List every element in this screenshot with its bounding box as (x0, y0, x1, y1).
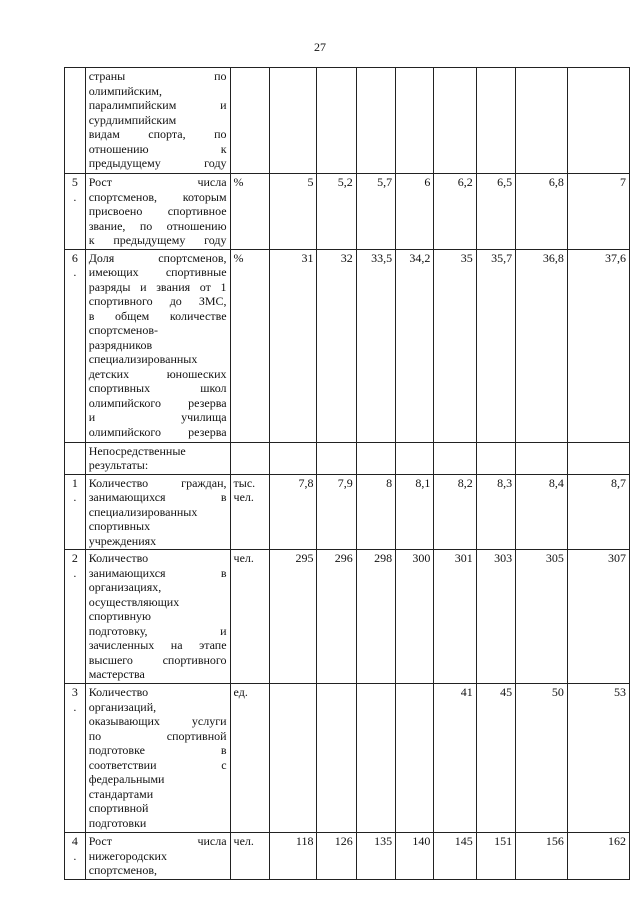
description-line: подготовки (88, 815, 147, 830)
row-unit: % (230, 249, 269, 442)
description-line: занимающихся в (88, 490, 227, 504)
value-cell: 126 (317, 833, 356, 880)
value-cell: 6,5 (476, 174, 515, 250)
value-cell (317, 442, 356, 474)
value-cell (396, 68, 434, 174)
description-line: Рост числа (88, 175, 227, 189)
row-unit: чел. (230, 833, 269, 880)
value-cell: 7 (567, 174, 629, 250)
row-number: 4 . (65, 833, 86, 880)
description-line: Количество граждан, (88, 475, 227, 490)
row-unit: % (230, 174, 269, 250)
value-cell: 8,3 (476, 474, 515, 550)
value-cell: 41 (434, 684, 476, 833)
value-cell: 151 (476, 833, 515, 880)
value-cell (269, 68, 317, 174)
row-number: 2 . (65, 550, 86, 684)
value-cell (396, 442, 434, 474)
row-unit: чел. (230, 550, 269, 684)
description-line: специализированных (88, 504, 198, 519)
value-cell (434, 68, 476, 174)
value-cell (476, 68, 515, 174)
description-line: спортивных школ (88, 381, 227, 395)
description-line: разряды и звания от 1 (88, 279, 227, 294)
description-line: нижегородских (88, 848, 167, 863)
value-cell (567, 68, 629, 174)
value-cell: 298 (356, 550, 395, 684)
description-line: спортсменов, которым (88, 189, 227, 204)
value-cell: 6 (396, 174, 434, 250)
value-cell: 307 (567, 550, 629, 684)
description-line: и училища (88, 410, 227, 424)
description-line: Количество (88, 685, 149, 699)
table-row (65, 550, 630, 684)
description-line: соответствии с (88, 757, 227, 772)
value-cell (516, 442, 568, 474)
indicators-table (64, 67, 630, 880)
table-row (65, 174, 630, 250)
value-cell (356, 442, 395, 474)
value-cell: 7,8 (269, 474, 317, 550)
description-line: оказывающих услуги (88, 714, 227, 728)
description-line: по спортивной (88, 728, 227, 743)
description-line: к предыдущему году (88, 233, 227, 247)
row-description (85, 174, 230, 250)
description-line: спортсменов- (88, 323, 158, 337)
description-line: спортивную (88, 609, 151, 623)
table-row (65, 833, 630, 880)
description-line: олимпийского резерва (88, 395, 227, 410)
description-line: Доля спортсменов, (88, 250, 227, 265)
value-cell: 35,7 (476, 249, 515, 442)
value-cell: 6,2 (434, 174, 476, 250)
value-cell (434, 442, 476, 474)
description-line: организациях, (88, 580, 162, 594)
description-line: результаты: (88, 458, 149, 472)
value-cell: 301 (434, 550, 476, 684)
description-line: Количество (88, 551, 149, 565)
value-cell: 296 (317, 550, 356, 684)
description-line: стандартами (88, 786, 154, 801)
value-cell: 50 (516, 684, 568, 833)
description-line: спортивных (88, 519, 151, 533)
row-number: 6 . (65, 249, 86, 442)
table-row (65, 684, 630, 833)
row-number: 3 . (65, 684, 86, 833)
description-line: детских юношеских (88, 366, 227, 381)
description-line: видам спорта, по (88, 127, 227, 141)
value-cell: 36,8 (516, 249, 568, 442)
row-description (85, 550, 230, 684)
description-line: специализированных (88, 352, 198, 366)
row-number: 5 . (65, 174, 86, 250)
value-cell: 34,2 (396, 249, 434, 442)
description-line: подготовку, и (88, 623, 227, 638)
table-row (65, 249, 630, 442)
description-line: высшего спортивного (88, 652, 227, 667)
value-cell: 45 (476, 684, 515, 833)
row-unit: ед. (230, 684, 269, 833)
row-description (85, 249, 230, 442)
description-line: предыдущему году (88, 156, 227, 170)
value-cell: 162 (567, 833, 629, 880)
value-cell: 6,8 (516, 174, 568, 250)
value-cell: 8,7 (567, 474, 629, 550)
value-cell: 8,1 (396, 474, 434, 550)
description-line: подготовке в (88, 743, 227, 757)
value-cell (476, 442, 515, 474)
description-line: учреждениях (88, 533, 157, 548)
table-row (65, 474, 630, 550)
value-cell: 33,5 (356, 249, 395, 442)
value-cell: 5,7 (356, 174, 395, 250)
description-line: звание, по отношению (88, 218, 227, 233)
value-cell: 7,9 (317, 474, 356, 550)
value-cell (269, 684, 317, 833)
description-line: осуществляющих (88, 594, 180, 609)
row-unit: тыс. чел. (230, 474, 269, 550)
value-cell: 135 (356, 833, 395, 880)
description-line: спортсменов, (88, 863, 158, 877)
value-cell (317, 684, 356, 833)
value-cell: 303 (476, 550, 515, 684)
description-line: в общем количестве (88, 308, 227, 323)
table-row (65, 68, 630, 174)
row-description (85, 442, 230, 474)
description-line: Непосредственные (88, 443, 186, 458)
value-cell (356, 684, 395, 833)
value-cell: 118 (269, 833, 317, 880)
value-cell: 300 (396, 550, 434, 684)
description-line: спортивного до ЗМС, (88, 294, 227, 308)
value-cell (516, 68, 568, 174)
row-number (65, 442, 86, 474)
value-cell (396, 684, 434, 833)
row-description (85, 833, 230, 880)
value-cell: 8,4 (516, 474, 568, 550)
value-cell: 8 (356, 474, 395, 550)
description-line: имеющих спортивные (88, 265, 227, 279)
description-line: организаций, (88, 699, 157, 714)
description-line: олимпийским, (88, 83, 162, 98)
row-unit (230, 442, 269, 474)
value-cell: 37,6 (567, 249, 629, 442)
value-cell: 53 (567, 684, 629, 833)
description-line: спортивной (88, 801, 149, 815)
description-line: присвоено спортивное (88, 204, 227, 218)
value-cell: 31 (269, 249, 317, 442)
value-cell: 5 (269, 174, 317, 250)
value-cell (356, 68, 395, 174)
description-line: Рост числа (88, 834, 227, 848)
description-line: мастерства (88, 667, 145, 681)
value-cell: 305 (516, 550, 568, 684)
value-cell: 35 (434, 249, 476, 442)
table-row (65, 442, 630, 474)
value-cell: 145 (434, 833, 476, 880)
value-cell (567, 442, 629, 474)
page-number: 27 (314, 40, 326, 54)
row-number: 1 . (65, 474, 86, 550)
value-cell: 295 (269, 550, 317, 684)
value-cell: 156 (516, 833, 568, 880)
value-cell (317, 68, 356, 174)
description-line: сурдлимпийским (88, 112, 177, 127)
description-line: страны по (88, 69, 227, 83)
row-description (85, 474, 230, 550)
row-description (85, 684, 230, 833)
row-description (85, 68, 230, 174)
value-cell: 140 (396, 833, 434, 880)
description-line: зачисленных на этапе (88, 638, 227, 652)
description-line: олимпийского резерва (88, 424, 227, 439)
value-cell: 32 (317, 249, 356, 442)
value-cell (269, 442, 317, 474)
description-line: паралимпийским и (88, 98, 227, 112)
description-line: занимающихся в (88, 565, 227, 580)
value-cell: 5,2 (317, 174, 356, 250)
value-cell: 8,2 (434, 474, 476, 550)
description-line: федеральными (88, 772, 165, 786)
description-line: разрядников (88, 337, 153, 352)
row-number (65, 68, 86, 174)
description-line: отношению к (88, 141, 227, 156)
row-unit (230, 68, 269, 174)
